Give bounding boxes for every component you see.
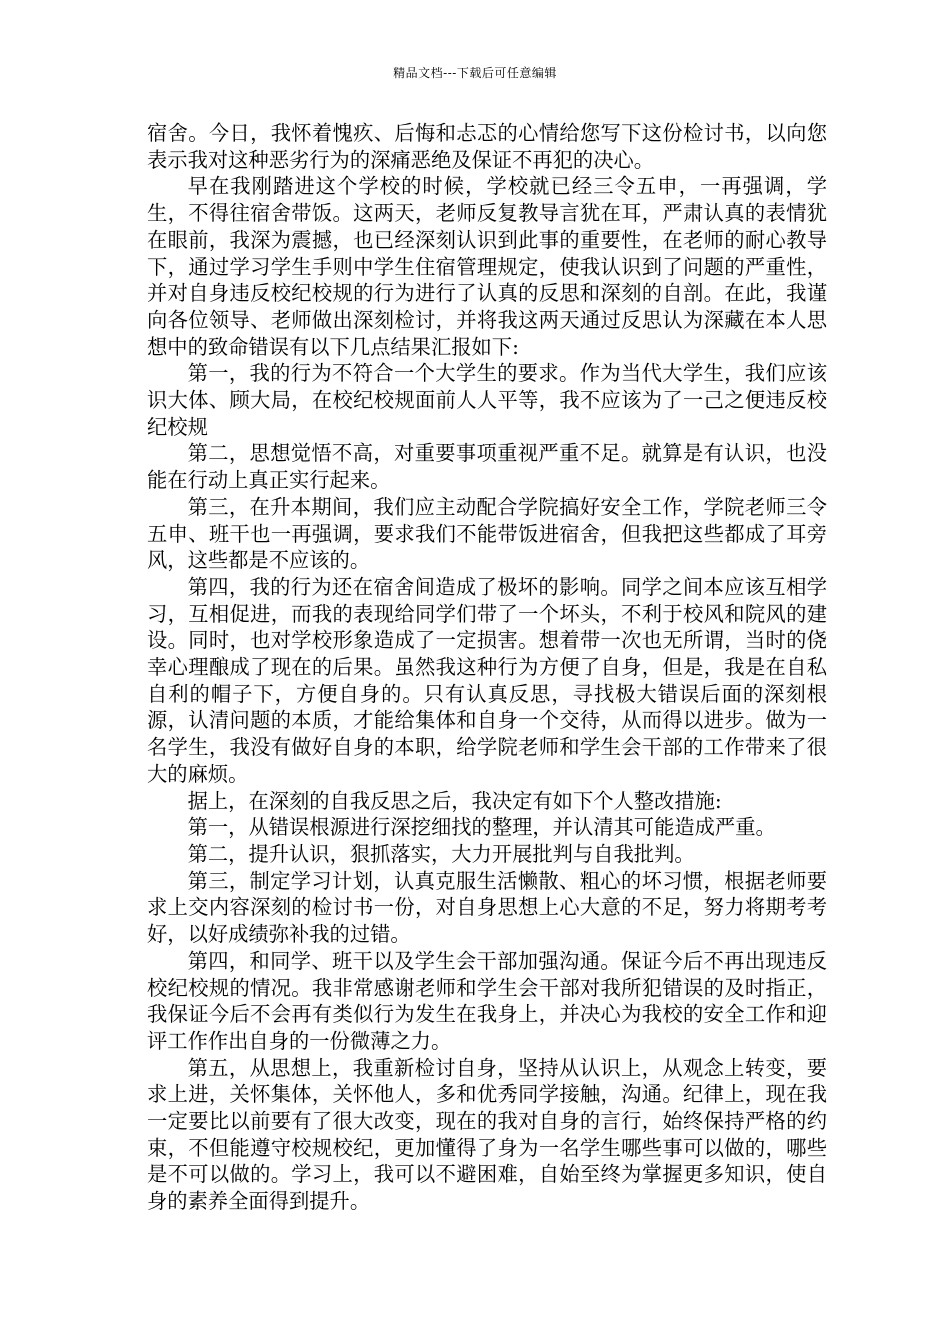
page-header: 精品文档---下载后可任意编辑 (393, 66, 557, 80)
paragraph: 第四，和同学、班干以及学生会干部加强沟通。保证今后不再出现违反校纪校规的情况。我非常感谢老师和学生会干部对我所犯错误的及时指正，我保证今后不会再有类似行为发生在我身上，并决心为我校的安全工作和迎评工作作出自身的一份微薄之力。 (147, 948, 827, 1053)
paragraph: 早在我刚踏进这个学校的时候，学校就已经三令五申，一再强调，学生，不得往宿舍带饭。这两天，老师反复教导言犹在耳，严肃认真的表情犹在眼前，我深为震撼，也已经深刻认识到此事的重要性，在老师的耐心教导下，通过学习学生手则中学生住宿管理规定，使我认识到了问题的严重性，并对自身违反校纪校规的行为进行了认真的反思和深刻的自剖。在此，我谨向各位领导、老师做出深刻检讨，并将我这两天通过反思认为深藏在本人思想中的致命错误有以下几点结果汇报如下: (147, 174, 827, 359)
paragraph: 第二，思想觉悟不高，对重要事项重视严重不足。就算是有认识，也没能在行动上真正实行起来。 (147, 441, 827, 493)
paragraph: 第四，我的行为还在宿舍间造成了极坏的影响。同学之间本应该互相学习，互相促进，而我的表现给同学们带了一个坏头，不利于校风和院风的建设。同时，也对学校形象造成了一定损害。想着带一次也无所谓，当时的侥幸心理酿成了现在的后果。虽然我这种行为方便了自身，但是，我是在自私自利的帽子下，方便自身的。只有认真反思，寻找极大错误后面的深刻根源，认清问题的本质，才能给集体和自身一个交待，从而得以进步。做为一名学生，我没有做好自身的本职，给学院老师和学生会干部的工作带来了很大的麻烦。 (147, 574, 827, 786)
paragraph: 据上，在深刻的自我反思之后，我决定有如下个人整改措施: (187, 788, 722, 813)
document-body (147, 120, 827, 1215)
paragraph: 第二，提升认识，狠抓落实，大力开展批判与自我批判。 (187, 841, 695, 866)
paragraph: 第五，从思想上，我重新检讨自身，坚持从认识上，从观念上转变，要求上进，关怀集体，关怀他人，多和优秀同学接触，沟通。纪律上，现在我一定要比以前要有了很大改变，现在的我对自身的言行，始终保持严格的约束，不但能遵守校规校纪，更加懂得了身为一名学生哪些事可以做的，哪些是不可以做的。学习上，我可以不避困难，自始至终为掌握更多知识，使自身的素养全面得到提升。 (147, 1055, 827, 1214)
paragraph: 第一，我的行为不符合一个大学生的要求。作为当代大学生，我们应该识大体、顾大局，在校纪校规面前人人平等，我不应该为了一己之便违反校纪校规 (147, 361, 827, 439)
paragraph: 第一，从错误根源进行深挖细找的整理，并认清其可能造成严重。 (187, 815, 776, 840)
paragraph: 宿舍。今日，我怀着愧疚、后悔和忐忑的心情给您写下这份检讨书，以向您表示我对这种恶劣行为的深痛恶绝及保证不再犯的决心。 (147, 121, 827, 172)
paragraph: 第三，在升本期间，我们应主动配合学院搞好安全工作，学院老师三令五申、班干也一再强调，要求我们不能带饭进宿舍，但我把这些都成了耳旁风，这些都是不应该的。 (147, 494, 827, 573)
paragraph: 第三，制定学习计划，认真克服生活懒散、粗心的坏习惯，根据老师要求上交内容深刻的检讨书一份，对自身思想上心大意的不足，努力将期考考好，以好成绩弥补我的过错。 (147, 868, 827, 947)
